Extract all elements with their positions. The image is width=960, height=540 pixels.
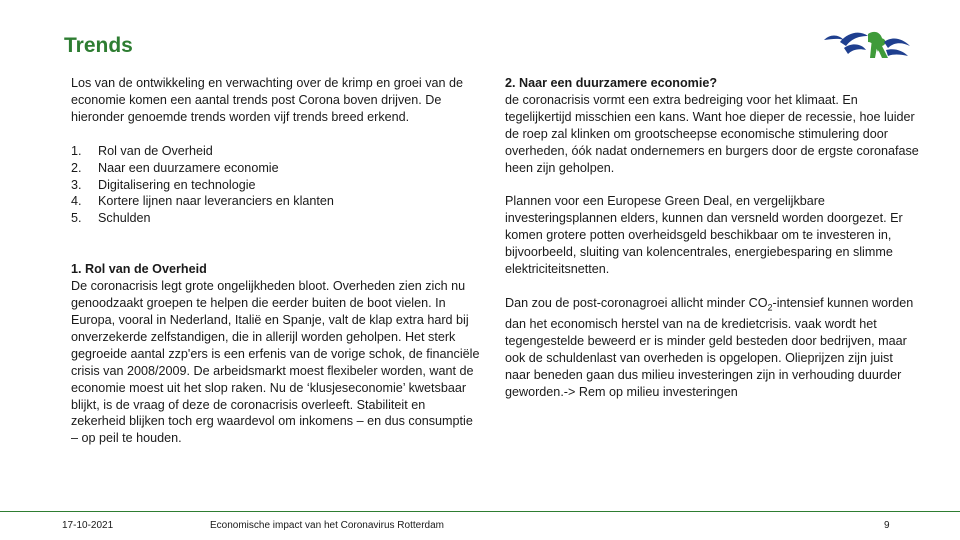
- list-item: [71, 177, 481, 194]
- page-number: 9: [884, 520, 890, 531]
- section2-body: de coronacrisis vormt een extra bedreiging voor het klimaat. En tegelijkertijd misschien een kans. Want hoe dieper de recessie, hoe luider de roep zal klinken om grootscheepse economische stimulering door overheden, óók nadat ondernemers en burgers door de ergste coronafase heen zijn geholpen.: [505, 92, 919, 175]
- list-item-number: 5.: [71, 211, 82, 226]
- page-title: Trends: [64, 34, 133, 57]
- para3-text-start: Dan zou de post-coronagroei allicht minder CO: [505, 295, 768, 310]
- list-item-number: 2.: [71, 160, 82, 175]
- footer-title: Economische impact van het Coronavirus Rotterdam: [210, 520, 444, 531]
- list-item-label: Rol van de Overheid: [98, 143, 213, 158]
- section1-body: De coronacrisis legt grote ongelijkheden bloot. Overheden zien zich nu genoodzaakt groepen te helpen die eerder buiten de boot vielen. In Europa, vooral in Nederland, Italië en Spanje, valt de klap extra hard bij onverzekerde zelfstandigen, die in allerijl worden geholpen. Het sterk gegroeide aantal zzp'ers is een erfenis van de vorige schok, de financiële crisis van 2008/2009. De arbeidsmarkt moest flexibeler worden, want de economie moest uit het slop raken. Nu de ‘klusjeseconomie’ kwetsbaar blijkt, is de vraag of deze de coronacrisis overleeft. Stabiliteit en zekerheid blijken toch erg waardevol om inkomens – en dus consumptie – op peil te houden.: [71, 279, 480, 446]
- intro-paragraph: Los van de ontwikkeling en verwachting over de krimp en groei van de economie komen een aantal trends post Corona boven drijven. De hieronder genoemde trends worden vijf trends breed erkend.: [71, 76, 464, 124]
- list-item-label: Kortere lijnen naar leveranciers en klanten: [98, 194, 334, 209]
- left-column: [71, 75, 481, 447]
- section2-paragraph-2: Plannen voor een Europese Green Deal, en vergelijkbare investeringsplannen elders, kunnen dan versneld worden doorgezet. Er komen grotere potten overheidsgeld beschikbaar om te investeren in, bijvoorbeeld, sluiting van kolencentrales, energiebesparing en slimme elektriciteitsnetten.: [505, 194, 903, 277]
- rotterdam-logo-icon: [822, 28, 912, 68]
- para3-text-end: -intensief kunnen worden dan het economisch herstel van na de kredietcrisis. vaak wordt het tegengestelde beweerd er is minder geld besteden door bedrijven, maar ook de schuldenlast van overheden is opgelopen. Olieprijzen zijn juist naar beneden gaan dus milieu investeringen zijn in verhouding duurder geworden.-> Rem op milieu investeringen: [505, 295, 914, 400]
- list-item: [71, 143, 481, 160]
- co2-subscript: 2: [767, 302, 773, 313]
- list-item: [71, 193, 481, 210]
- footer-divider: [0, 511, 960, 512]
- section2-heading: 2. Naar een duurzamere economie?: [505, 76, 718, 90]
- footer-date: 17-10-2021: [62, 520, 114, 531]
- section1-heading: 1. Rol van de Overheid: [71, 262, 207, 277]
- section2-paragraph-3: [505, 295, 920, 401]
- list-item-label: Naar een duurzamere economie: [98, 160, 279, 175]
- list-item-number: 4.: [71, 194, 82, 209]
- list-item-number: 1.: [71, 143, 82, 158]
- list-item-number: 3.: [71, 177, 82, 192]
- list-item-label: Digitalisering en technologie: [98, 177, 256, 192]
- list-item-label: Schulden: [98, 211, 151, 226]
- list-item: [71, 210, 481, 227]
- right-column: [505, 75, 920, 401]
- list-item: [71, 160, 481, 177]
- trends-list: [71, 143, 481, 228]
